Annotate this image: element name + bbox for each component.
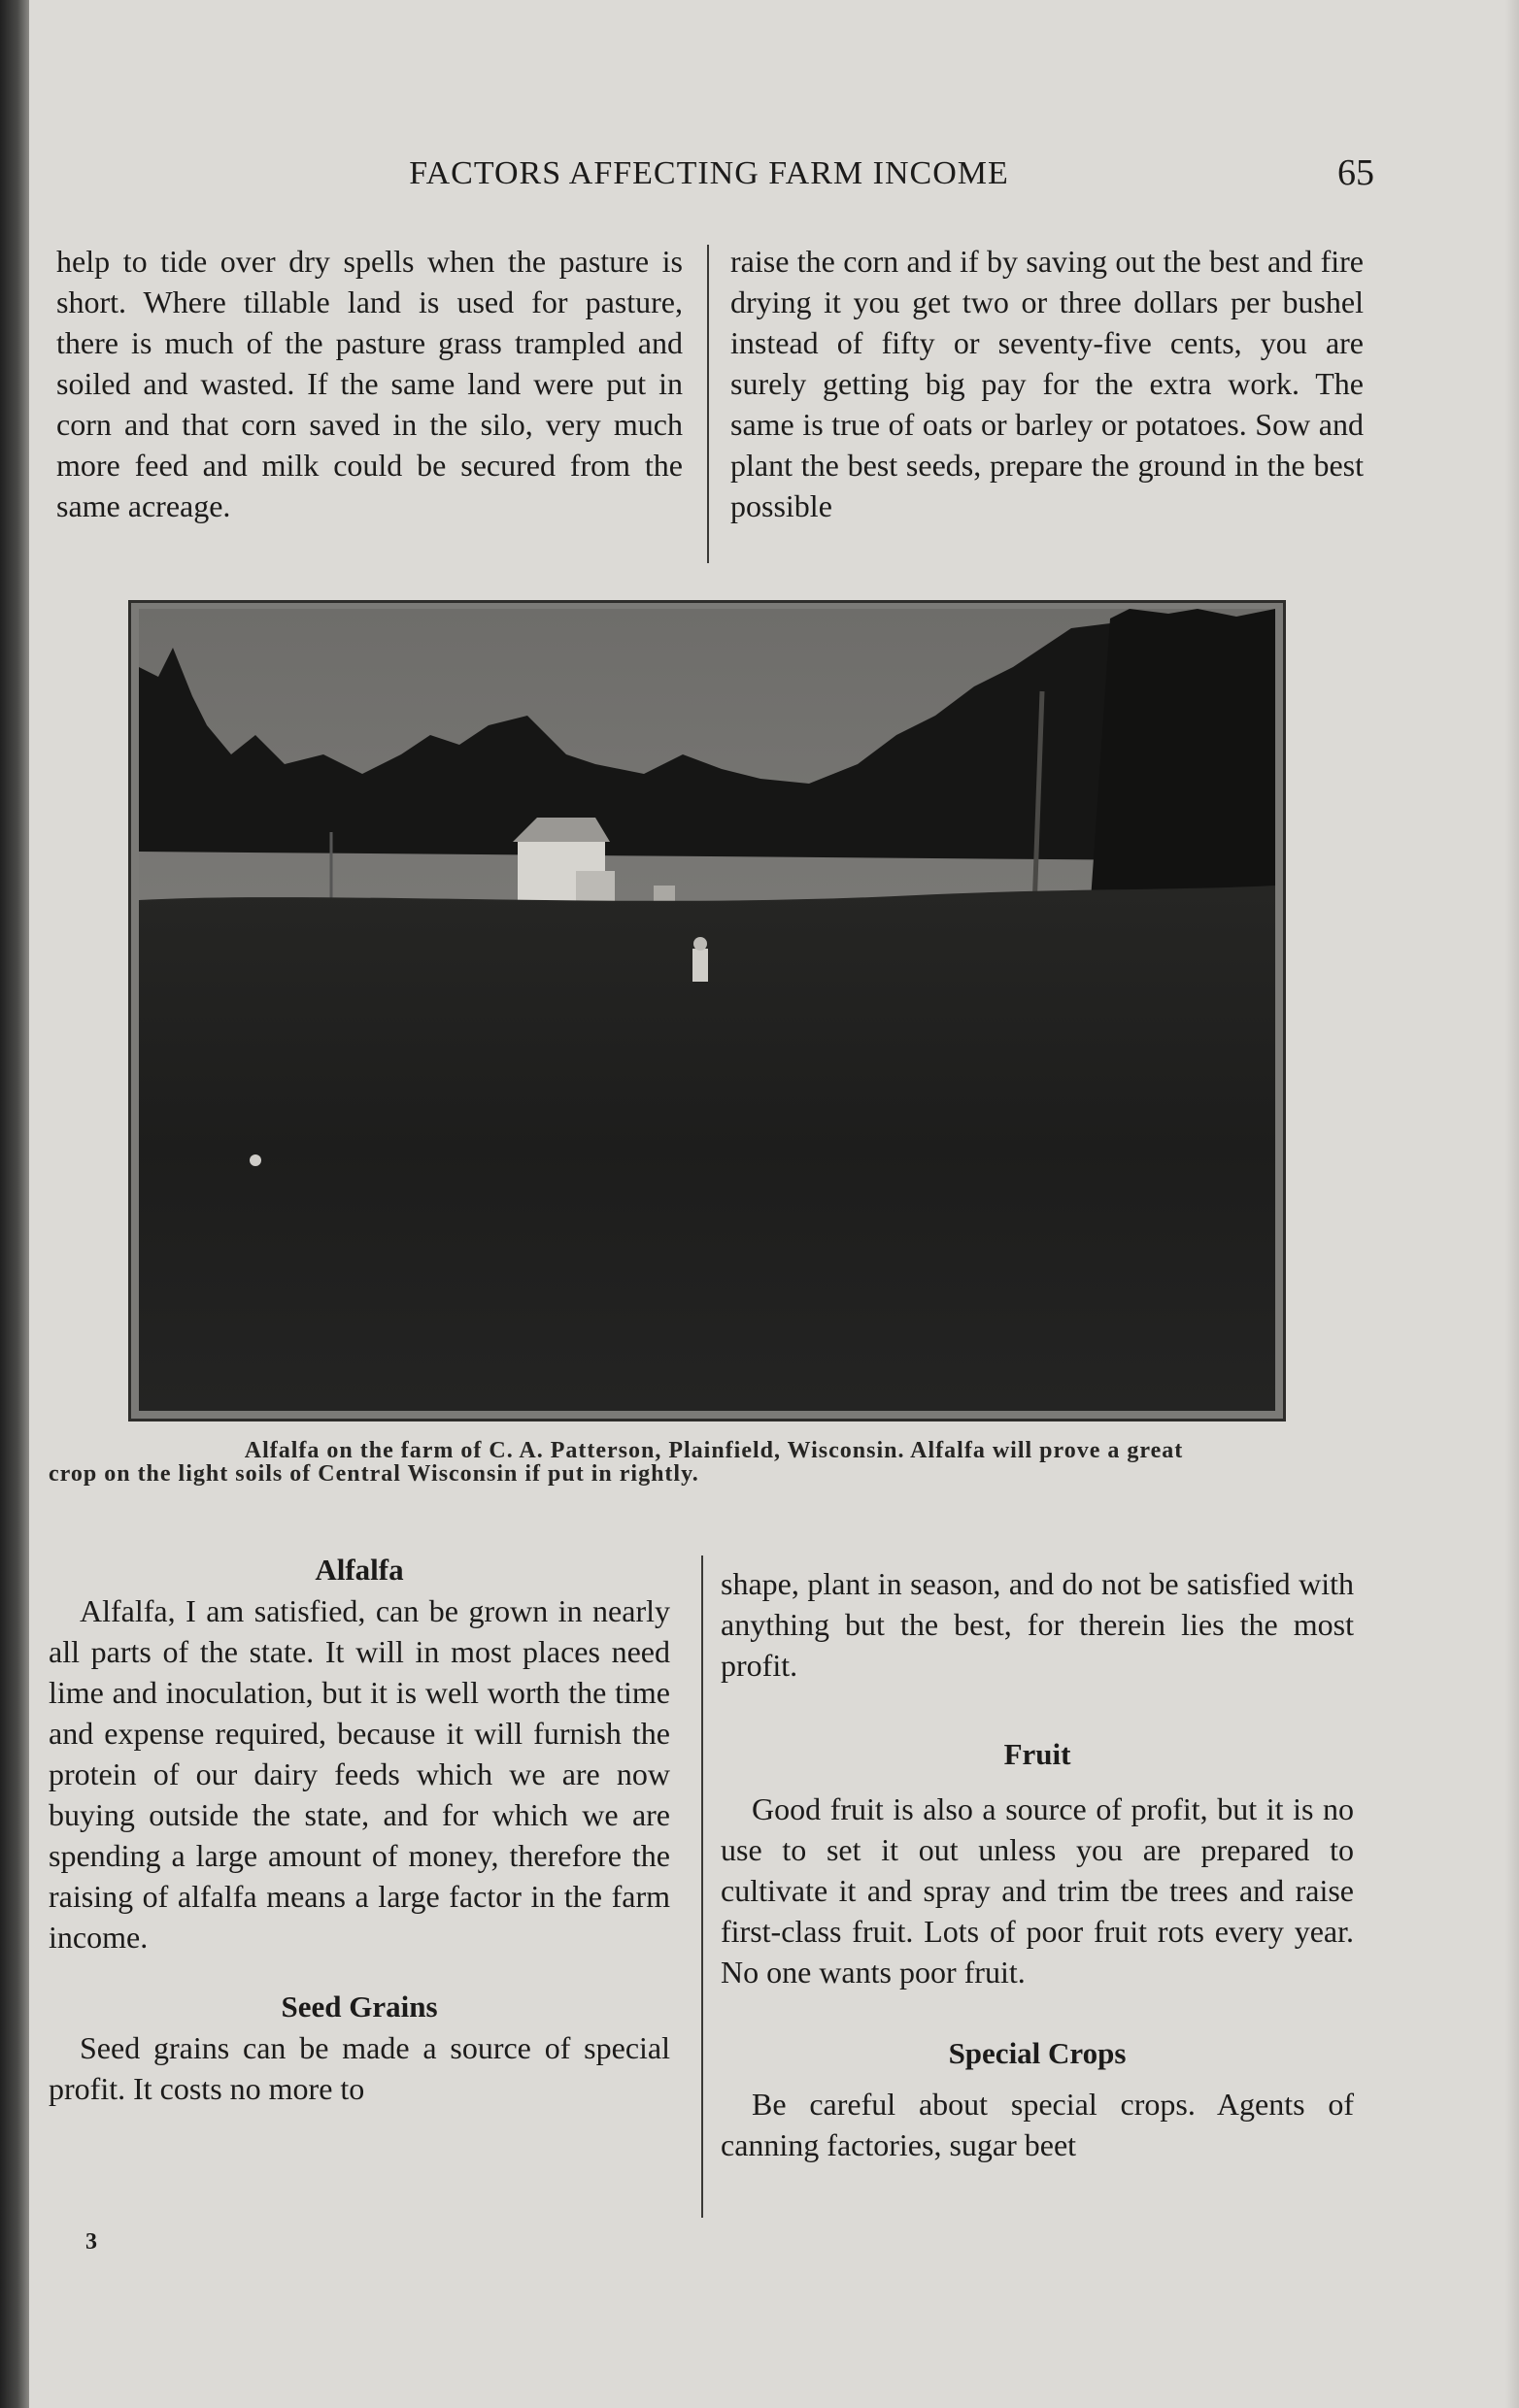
alfalfa-photograph-frame — [128, 600, 1286, 1421]
special-crops-heading: Special Crops — [948, 2036, 1127, 2070]
seed-grains-heading: Seed Grains — [281, 1990, 438, 2023]
fruit-heading: Fruit — [1003, 1737, 1071, 1771]
person-head — [693, 937, 707, 951]
column-divider-bottom — [701, 1555, 703, 2218]
column-divider-top — [707, 245, 709, 563]
bottom-right-column — [721, 1563, 1354, 2165]
top-right-paragraph: raise the corn and if by saving out the best and fire drying it you get two or three dollars per bushel instead of fifty or seventy-five cents, you are surely getting big pay for the extra work. The same is true of oats or barley or potatoes. Sow and plant the best seeds, prepare the ground in the best possible — [730, 244, 1364, 523]
signature-mark: 3 — [85, 2229, 97, 2255]
field-flower — [250, 1154, 261, 1166]
seed-grains-paragraph: Seed grains can be made a source of special profit. It costs no more to — [49, 2030, 670, 2106]
continuation-paragraph: shape, plant in season, and do not be satisfied with anything but the best, for therein lies the most profit. — [721, 1566, 1354, 1683]
alfalfa-paragraph: Alfalfa, I am satisfied, can be grown in nearly all parts of the state. It will in most places need lime and inoculation, but it is well worth the time and expense required, because it will furnish the protein of our dairy feeds which we are now buying outside the state, and for which we are spending a large amount of money, therefore the raising of alfalfa means a large factor in the farm income. — [49, 1593, 670, 1955]
figure-caption — [39, 1439, 1389, 1486]
top-right-column — [730, 241, 1364, 526]
special-crops-paragraph: Be careful about special crops. Agents of canning factories, sugar beet — [721, 2087, 1354, 2162]
dark-trees-right — [1091, 609, 1275, 900]
page-binding-edge — [0, 0, 29, 2408]
fruit-paragraph: Good fruit is also a source of profit, but it is no use to set it out unless you are prepared to cultivate it and spray and trim tbe trees and raise first-class fruit. Lots of poor fruit rots every year. No one wants poor fruit. — [721, 1791, 1354, 1990]
caption-line-1: Alfalfa on the farm of C. A. Patterson, Plainfield, Wisconsin. Alfalfa will prove a great — [244, 1438, 1184, 1463]
page-right-edge — [1505, 0, 1519, 2408]
person-in-field — [692, 949, 708, 982]
alfalfa-field-photo — [139, 609, 1275, 1411]
page-number: 65 — [1337, 152, 1374, 193]
caption-line-2: crop on the light soils of Central Wisconsin if put in rightly. — [49, 1461, 699, 1487]
bottom-left-column — [49, 1550, 670, 2109]
running-head: FACTORS AFFECTING FARM INCOME — [409, 155, 1009, 191]
alfalfa-heading: Alfalfa — [315, 1553, 404, 1587]
top-left-column — [56, 241, 683, 526]
top-left-paragraph: help to tide over dry spells when the pasture is short. Where tillable land is used for pasture, there is much of the pasture grass trampled and soiled and wasted. If the same land were put in corn and that corn saved in the silo, very much more feed and milk could be secured from the same acreage. — [56, 244, 683, 523]
